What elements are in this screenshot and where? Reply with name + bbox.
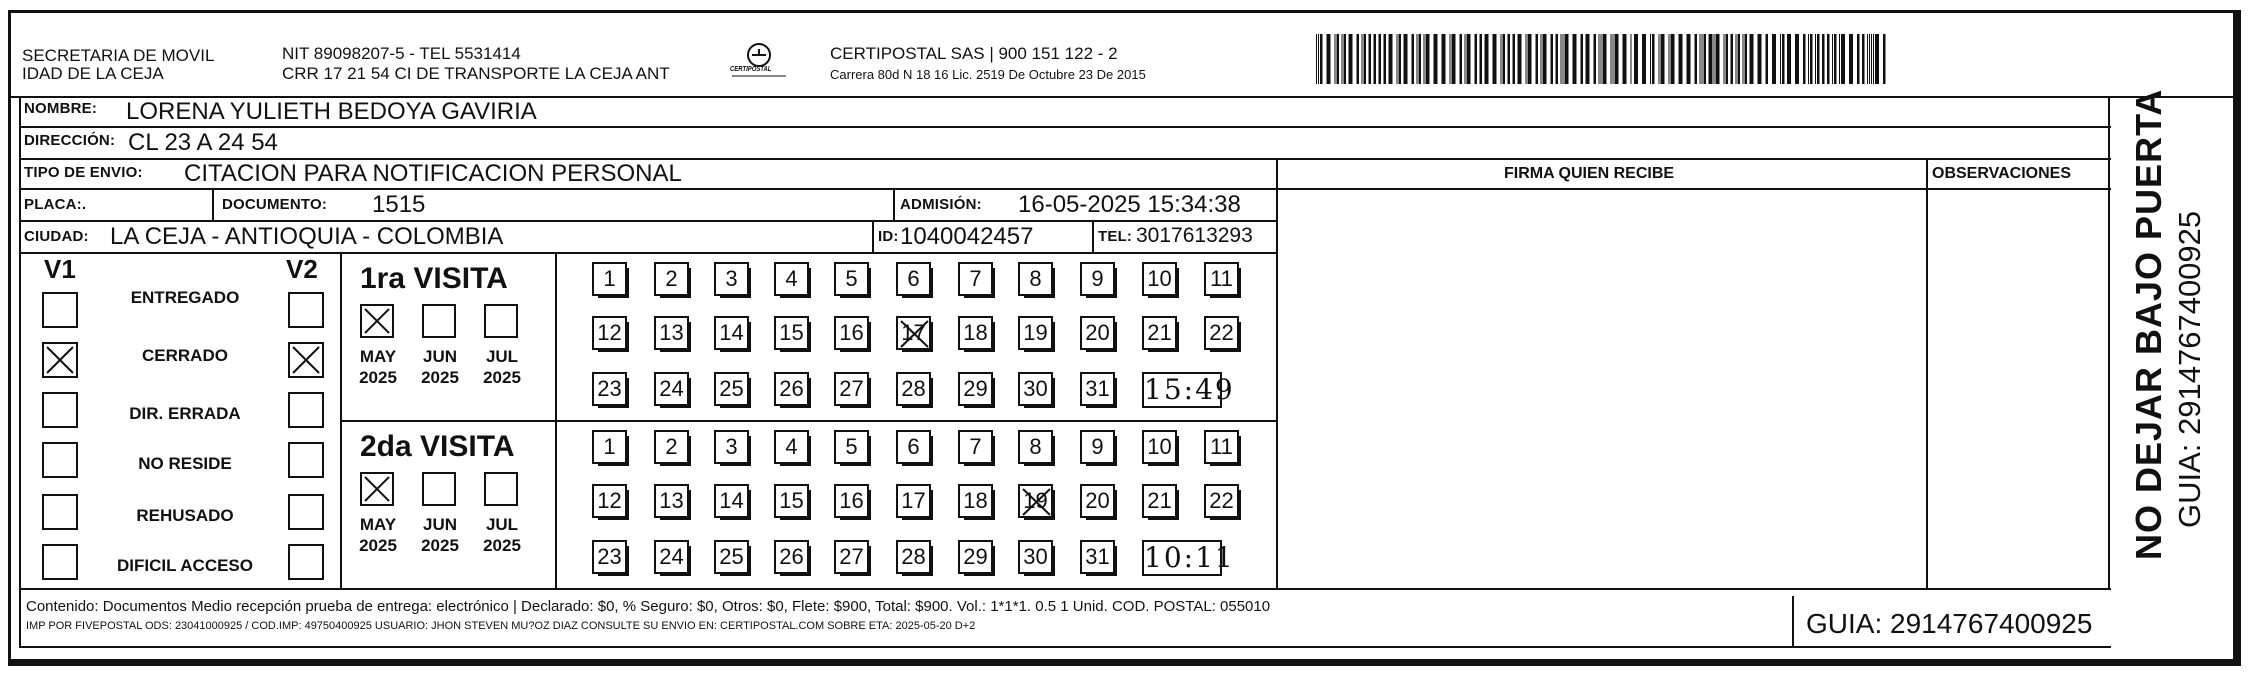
- barcode-bar: [1671, 34, 1675, 84]
- barcode-bar: [1551, 34, 1554, 84]
- tel-label: TEL:: [1098, 228, 1133, 245]
- day-box[interactable]: 20: [1080, 316, 1115, 350]
- id-label: ID:: [878, 228, 899, 245]
- day-box[interactable]: 3: [714, 430, 749, 464]
- admision-value: 16-05-2025 15:34:38: [1018, 191, 1241, 218]
- barcode-bar: [1503, 34, 1506, 84]
- company-name: CERTIPOSTAL SAS | 900 151 122 - 2: [830, 44, 1118, 63]
- day-box[interactable]: 29: [958, 540, 993, 574]
- barcode-bar: [1450, 34, 1451, 84]
- sender-name-line1: SECRETARIA DE MOVIL: [22, 46, 215, 65]
- day-box[interactable]: 31: [1080, 540, 1115, 574]
- barcode-bar: [1758, 34, 1762, 84]
- barcode-bar: [1669, 34, 1670, 84]
- barcode-bar: [1834, 34, 1837, 84]
- barcode-bar: [1849, 34, 1853, 84]
- barcode-bar: [1465, 34, 1466, 84]
- barcode-bar: [1467, 34, 1471, 84]
- barcode-bar: [1528, 34, 1532, 84]
- day-box[interactable]: 25: [714, 372, 749, 406]
- barcode-bar: [1493, 34, 1497, 84]
- day-box[interactable]: 5: [834, 430, 869, 464]
- day-box[interactable]: 30: [1018, 372, 1053, 406]
- status-v2-checkbox[interactable]: [288, 442, 324, 478]
- status-v1-checkbox[interactable]: [42, 392, 78, 428]
- barcode-bar: [1599, 34, 1600, 84]
- footer-imp: IMP POR FIVEPOSTAL ODS: 23041000925 / COD.IMP: 49750400925 USUARIO: JHON STEVEN MU?OZ DIAZ CONSULTE SU ENVIO EN: CERTIPOSTAL.COM SOBRE ETA: 2025-05-20 D+2: [26, 620, 976, 632]
- certipostal-logo: [728, 40, 790, 84]
- day-box[interactable]: 5: [834, 262, 869, 296]
- ciudad-label: CIUDAD:: [24, 228, 89, 245]
- rule-id-tel: [1092, 220, 1094, 254]
- barcode-bar: [1565, 34, 1569, 84]
- barcode-bar: [1716, 34, 1720, 84]
- barcode-bar: [1327, 34, 1331, 84]
- day-box[interactable]: 1: [592, 262, 627, 296]
- month-label: JUL 2025: [483, 347, 521, 387]
- company-license: Carrera 80d N 18 16 Lic. 2519 De Octubre 23 De 2015: [830, 67, 1146, 82]
- barcode-bar: [1419, 34, 1422, 84]
- barcode-bar: [1342, 34, 1343, 84]
- barcode-bar: [1623, 34, 1627, 84]
- day-box[interactable]: 26: [774, 372, 809, 406]
- barcode-bar: [1661, 34, 1665, 84]
- barcode-bar: [1704, 34, 1707, 84]
- barcode-bar: [1871, 34, 1872, 84]
- barcode-bar: [1556, 34, 1559, 84]
- day-box[interactable]: 29: [958, 372, 993, 406]
- barcode-bar: [1573, 34, 1577, 84]
- barcode-bar: [1817, 34, 1820, 84]
- day-box[interactable]: 1: [592, 430, 627, 464]
- day-box[interactable]: 8: [1018, 430, 1053, 464]
- barcode-bar: [1709, 34, 1713, 84]
- day-box[interactable]: 8: [1018, 262, 1053, 296]
- barcode-bar: [1337, 34, 1340, 84]
- barcode-bar: [1832, 34, 1833, 84]
- rule-doc-admision: [893, 188, 895, 222]
- barcode-bar: [1875, 34, 1879, 84]
- visit2-title: 2da VISITA: [360, 430, 515, 463]
- month-checkbox[interactable]: [422, 472, 456, 506]
- day-box[interactable]: 22: [1204, 316, 1239, 350]
- observaciones-label: OBSERVACIONES: [1932, 165, 2071, 182]
- handwritten-time: 10:11: [1144, 541, 1235, 574]
- day-box[interactable]: 28: [896, 372, 931, 406]
- status-option-label: DIFICIL ACCESO: [116, 556, 253, 575]
- barcode-bar: [1611, 34, 1612, 84]
- firma-label: FIRMA QUIEN RECIBE: [1504, 165, 1675, 182]
- barcode-bar: [1750, 34, 1754, 84]
- barcode-bar: [1726, 34, 1729, 84]
- tipo-label: TIPO DE ENVIO:: [24, 164, 143, 181]
- admision-label: ADMISIÓN:: [900, 196, 982, 213]
- status-option-label: CERRADO: [142, 346, 228, 365]
- month-label: JUL 2025: [483, 515, 521, 555]
- status-option-label: NO RESIDE: [138, 454, 232, 473]
- rule-nombre-bottom: [19, 126, 2111, 128]
- barcode-bar: [1485, 34, 1489, 84]
- barcode-bar: [1460, 34, 1463, 84]
- sender-address: CRR 17 21 54 CI DE TRANSPORTE LA CEJA ANT: [282, 64, 670, 83]
- ciudad-value: LA CEJA - ANTIOQUIA - COLOMBIA: [110, 223, 504, 250]
- barcode-bar: [1634, 34, 1638, 84]
- barcode-bar: [1869, 34, 1870, 84]
- barcode-bar: [1631, 34, 1632, 84]
- day-box[interactable]: 7: [958, 262, 993, 296]
- barcode-bar: [1679, 34, 1683, 84]
- barcode-bar: [1384, 34, 1387, 84]
- status-option-label: REHUSADO: [136, 506, 234, 525]
- nombre-value: LORENA YULIETH BEDOYA GAVIRIA: [126, 98, 537, 125]
- barcode-bar: [1787, 34, 1791, 84]
- day-box[interactable]: 12: [592, 316, 627, 350]
- certipostal-logo-icon: [728, 40, 790, 84]
- day-box[interactable]: 10: [1142, 262, 1177, 296]
- barcode-bar: [1518, 34, 1522, 84]
- status-option-label: DIR. ERRADA: [129, 404, 241, 423]
- barcode-bar: [1782, 34, 1785, 84]
- day-box[interactable]: 9: [1080, 430, 1115, 464]
- day-box[interactable]: 4: [774, 430, 809, 464]
- barcode-bar: [1857, 34, 1860, 84]
- barcode-bar: [1695, 34, 1698, 84]
- day-box[interactable]: 14: [714, 484, 749, 518]
- status-v1-checkbox[interactable]: [42, 442, 78, 478]
- day-box[interactable]: 6: [896, 430, 931, 464]
- barcode-bar: [1810, 34, 1813, 84]
- barcode-bar: [1613, 34, 1614, 84]
- barcode-bar: [1397, 34, 1398, 84]
- barcode-bar: [1745, 34, 1748, 84]
- day-box[interactable]: 13: [654, 316, 689, 350]
- day-box[interactable]: 19: [1018, 484, 1053, 518]
- day-box[interactable]: 24: [654, 540, 689, 574]
- day-box[interactable]: 16: [834, 316, 869, 350]
- status-v1-checkbox[interactable]: [42, 544, 78, 580]
- day-box[interactable]: 13: [654, 484, 689, 518]
- barcode-bar: [1867, 34, 1868, 84]
- documento-value: 1515: [372, 191, 426, 218]
- month-checkbox[interactable]: [484, 472, 518, 506]
- barcode-bar: [1417, 34, 1418, 84]
- barcode-bar: [1702, 34, 1703, 84]
- barcode-bar: [1316, 34, 1317, 84]
- id-value: 1040042457: [900, 223, 1034, 250]
- day-box[interactable]: 23: [592, 540, 627, 574]
- barcode-bar: [1508, 34, 1511, 84]
- month-label: MAY 2025: [359, 347, 397, 387]
- nombre-label: NOMBRE:: [24, 100, 98, 117]
- day-box[interactable]: 18: [958, 484, 993, 518]
- status-option-label: ENTREGADO: [130, 288, 240, 307]
- day-box[interactable]: 30: [1018, 540, 1053, 574]
- day-box[interactable]: 4: [774, 262, 809, 296]
- day-box[interactable]: 3: [714, 262, 749, 296]
- status-v1-checkbox[interactable]: [42, 342, 78, 378]
- rule-placa-doc: [212, 188, 214, 222]
- bottom-shadow-bar: [8, 660, 2236, 666]
- status-v2-checkbox[interactable]: [288, 342, 324, 378]
- barcode-bar: [1862, 34, 1865, 84]
- rule-right-panel-edge: [2108, 96, 2110, 590]
- barcode-bar: [1374, 34, 1377, 84]
- barcode-bar: [1424, 34, 1425, 84]
- barcode-bar: [1642, 34, 1646, 84]
- day-box[interactable]: 25: [714, 540, 749, 574]
- barcode-bar: [1357, 34, 1360, 84]
- barcode-bar: [1738, 34, 1741, 84]
- tipo-value: CITACION PARA NOTIFICACION PERSONAL: [184, 160, 682, 187]
- barcode-bar: [1780, 34, 1781, 84]
- rule-form-bottom: [19, 646, 2111, 648]
- month-label: JUN 2025: [421, 515, 459, 555]
- barcode-bar: [1808, 34, 1809, 84]
- barcode-bar: [1475, 34, 1478, 84]
- barcode-bar: [1452, 34, 1456, 84]
- day-box[interactable]: 21: [1142, 316, 1177, 350]
- day-box[interactable]: 31: [1080, 372, 1115, 406]
- barcode-bar: [1724, 34, 1725, 84]
- month-label: JUN 2025: [421, 347, 459, 387]
- day-box[interactable]: 2: [654, 430, 689, 464]
- day-box[interactable]: 23: [592, 372, 627, 406]
- status-v2-checkbox[interactable]: [288, 544, 324, 580]
- barcode-bar: [1480, 34, 1483, 84]
- v1-label: V1: [44, 254, 76, 284]
- barcode-graphic: [1316, 34, 1888, 84]
- rule-visit-split: [340, 420, 1277, 422]
- barcode-bar: [1362, 34, 1363, 84]
- side-warning: NO DEJAR BAJO PUERTA: [2128, 88, 2169, 560]
- status-v2-checkbox[interactable]: [288, 494, 324, 530]
- barcode-bar: [1581, 34, 1584, 84]
- day-box[interactable]: 17: [896, 316, 931, 350]
- barcode-bar: [1412, 34, 1415, 84]
- handwritten-time: 15:49: [1144, 373, 1235, 406]
- barcode-bar: [1335, 34, 1336, 84]
- barcode-bar: [1772, 34, 1776, 84]
- barcode-bar: [1442, 34, 1446, 84]
- day-box[interactable]: 27: [834, 540, 869, 574]
- barcode-bar: [1541, 34, 1542, 84]
- footer-guia: GUIA: 2914767400925: [1806, 608, 2093, 639]
- tel-value: 3017613293: [1136, 224, 1253, 247]
- month-checkbox[interactable]: [484, 304, 518, 338]
- barcode-bar: [1731, 34, 1734, 84]
- day-box[interactable]: 28: [896, 540, 931, 574]
- day-box[interactable]: 9: [1080, 262, 1115, 296]
- rule-firma-left: [1276, 158, 1278, 590]
- barcode-bar: [1700, 34, 1701, 84]
- barcode-bar: [1318, 34, 1319, 84]
- month-checkbox[interactable]: [360, 472, 394, 506]
- barcode-bar: [1513, 34, 1516, 84]
- day-box[interactable]: 19: [1018, 316, 1053, 350]
- barcode-bar: [1827, 34, 1830, 84]
- barcode-bar: [1364, 34, 1367, 84]
- direccion-value: CL 23 A 24 54: [128, 129, 278, 156]
- rule-placa-bottom: [19, 220, 1277, 222]
- barcode-bar: [1526, 34, 1527, 84]
- barcode-bar: [1766, 34, 1769, 84]
- day-box[interactable]: 15: [774, 484, 809, 518]
- barcode-bar: [1349, 34, 1353, 84]
- day-box[interactable]: 17: [896, 484, 931, 518]
- status-v1-checkbox[interactable]: [42, 494, 78, 530]
- day-box[interactable]: 14: [714, 316, 749, 350]
- rule-form-left: [19, 96, 21, 648]
- visit1-title: 1ra VISITA: [360, 262, 508, 295]
- rule-ciudad-bottom: [19, 252, 1277, 254]
- barcode-bar: [1426, 34, 1430, 84]
- status-v2-checkbox[interactable]: [288, 392, 324, 428]
- status-v1-checkbox[interactable]: [42, 292, 78, 328]
- documento-label: DOCUMENTO:: [222, 196, 328, 213]
- direccion-label: DIRECCIÓN:: [24, 132, 116, 149]
- day-box[interactable]: 7: [958, 430, 993, 464]
- day-box[interactable]: 21: [1142, 484, 1177, 518]
- logo-text: CERTIPOSTAL: [730, 66, 772, 73]
- day-box[interactable]: 11: [1204, 430, 1239, 464]
- day-box[interactable]: 20: [1080, 484, 1115, 518]
- placa-label: PLACA:.: [24, 196, 87, 213]
- barcode: [1316, 34, 1888, 84]
- day-box[interactable]: 24: [654, 372, 689, 406]
- month-label: MAY 2025: [359, 515, 397, 555]
- day-box[interactable]: 2: [654, 262, 689, 296]
- day-box[interactable]: 11: [1204, 262, 1239, 296]
- rule-footer-top: [19, 588, 2111, 590]
- day-box[interactable]: 22: [1204, 484, 1239, 518]
- barcode-bar: [1815, 34, 1816, 84]
- barcode-bar: [1344, 34, 1347, 84]
- barcode-bar: [1536, 34, 1539, 84]
- barcode-bar: [1822, 34, 1825, 84]
- barcode-bar: [1652, 34, 1655, 84]
- rule-ciudad-id: [872, 220, 874, 254]
- month-checkbox[interactable]: [422, 304, 456, 338]
- barcode-bar: [1603, 34, 1607, 84]
- rule-tipo-bottom: [19, 188, 2111, 190]
- day-box[interactable]: 12: [592, 484, 627, 518]
- barcode-bar: [1743, 34, 1744, 84]
- sender-nit: NIT 89098207-5 - TEL 5531414: [282, 44, 521, 63]
- day-box[interactable]: 27: [834, 372, 869, 406]
- day-box[interactable]: 18: [958, 316, 993, 350]
- barcode-bar: [1434, 34, 1438, 84]
- barcode-bar: [1883, 34, 1886, 84]
- barcode-bar: [1404, 34, 1408, 84]
- barcode-bar: [1873, 34, 1874, 84]
- barcode-bar: [1369, 34, 1372, 84]
- barcode-bar: [1379, 34, 1382, 84]
- barcode-bar: [1563, 34, 1564, 84]
- rule-observaciones-left: [1926, 158, 1928, 590]
- barcode-bar: [1714, 34, 1715, 84]
- barcode-bar: [1601, 34, 1602, 84]
- barcode-bar: [1803, 34, 1806, 84]
- v2-label: V2: [286, 254, 318, 284]
- right-shadow-bar: [2236, 10, 2241, 666]
- day-box[interactable]: 10: [1142, 430, 1177, 464]
- month-checkbox[interactable]: [360, 304, 394, 338]
- sender-name-line2: IDAD DE LA CEJA: [22, 64, 164, 83]
- status-v2-checkbox[interactable]: [288, 292, 324, 328]
- barcode-bar: [1736, 34, 1737, 84]
- barcode-bar: [1501, 34, 1502, 84]
- day-box[interactable]: 15: [774, 316, 809, 350]
- barcode-bar: [1543, 34, 1547, 84]
- barcode-bar: [1561, 34, 1562, 84]
- barcode-bar: [1687, 34, 1691, 84]
- barcode-bar: [1586, 34, 1590, 84]
- barcode-bar: [1594, 34, 1597, 84]
- day-box[interactable]: 16: [834, 484, 869, 518]
- day-box[interactable]: 26: [774, 540, 809, 574]
- footer-contenido: Contenido: Documentos Medio recepción prueba de entrega: electrónico | Declarado: $0, % Seguro: $0, Otros: $0, Flete: $900, Total: $900. Vol.: 1*1*1. 0.5 1 Unid. COD. POSTAL: 055010: [26, 598, 1271, 615]
- barcode-bar: [1839, 34, 1840, 84]
- barcode-bar: [1320, 34, 1323, 84]
- side-guia: GUIA: 2914767400925: [2172, 210, 2207, 528]
- day-box[interactable]: 6: [896, 262, 931, 296]
- barcode-bar: [1841, 34, 1845, 84]
- rule-footer-guia-left: [1792, 596, 1794, 648]
- barcode-bar: [1659, 34, 1660, 84]
- barcode-bar: [1615, 34, 1619, 84]
- barcode-bar: [1389, 34, 1393, 84]
- barcode-bar: [1399, 34, 1402, 84]
- barcode-bar: [1650, 34, 1651, 84]
- barcode-bar: [1795, 34, 1799, 84]
